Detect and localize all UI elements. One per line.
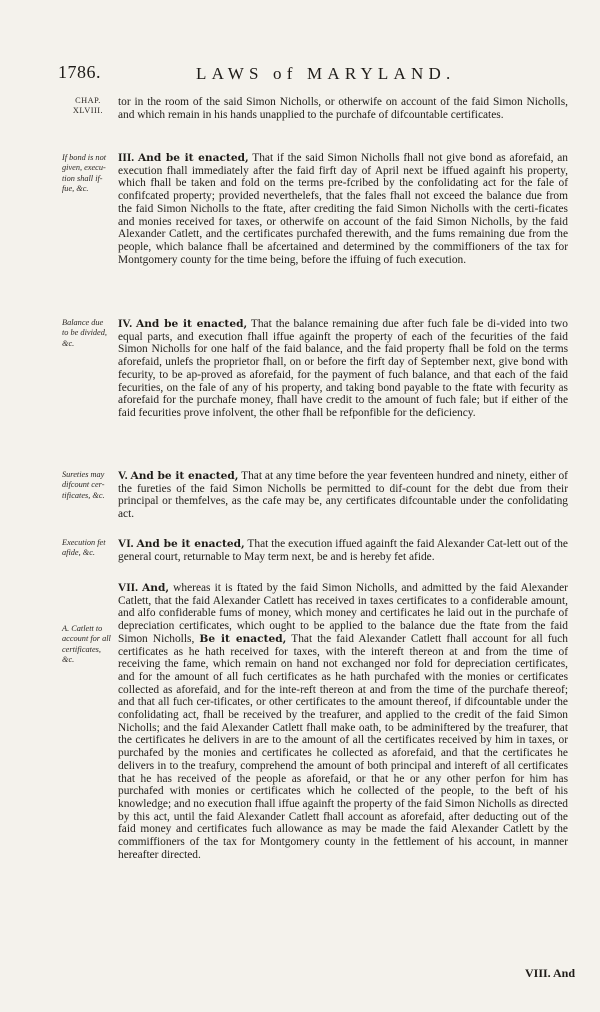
section-text: That the execution iffued againft the faid Alexander Cat-lett out of the general court, returnable to May term next, be and is hereby fet afide. <box>118 538 568 563</box>
section-number: VII. <box>118 582 138 594</box>
enacting-clause: And, <box>142 582 170 594</box>
running-title: LAWS of MARYLAND. <box>196 64 456 83</box>
section-7 <box>118 582 568 861</box>
enacting-clause: And be it enacted, <box>137 152 249 164</box>
paragraph-continuation <box>118 96 568 121</box>
section-4 <box>118 318 568 420</box>
enacting-clause: And be it enacted, <box>135 318 248 330</box>
enacting-clause: And be it enacted, <box>136 538 245 550</box>
section-text: whereas it is ftated by the faid Simon Nicholls, and admitted by the faid Alexander Catlett, that the faid Alexander Catlett has received in taxes certificates to a confiderable amount, and alfo confiderable fums of money, which money and certificates he laid out in the purchafe of depreciation certificates, which ought to be applied to the balance due the ftate from the faid Simon Nicholls, <box>118 582 568 645</box>
margin-note-balance: Balance due to be divided, &c. <box>62 318 107 348</box>
enacting-clause-2: Be it enacted, <box>199 632 287 645</box>
chapter-number: CHAP. XLVIII. <box>72 96 104 116</box>
section-6 <box>118 538 568 563</box>
section-number: III. <box>118 152 135 164</box>
enacting-clause: And be it enacted, <box>130 470 239 482</box>
margin-note-catlett: A. Catlett to account for all certificates, &c. <box>62 624 111 664</box>
section-text: That the balance remaining due after fuch fale be di-vided into two equal parts, and execution fhall iffue againft the property of each of the fecurities of the faid Simon Nicholls for one half of the faid balance, and the faid property fhall be fold on the terms aforefaid, unlefs the proprietor fhall, on or before the firft day of September next, give bond with fecurity, to be ap-proved as aforefaid, for the payment of fuch balance, and that each of the faid fecurities, on the fale of any of his property, and taking bond payable to the ftate with fecurity as aforefaid for the purchafe money, fhall have credit to the amount of fuch fale; but if either of the faid fecurities prove infolvent, the other fhall be refponfible for the deficiency. <box>118 318 568 419</box>
section-text-2: That the faid Alexander Catlett fhall account for all fuch certificates as he hath received for taxes, with the intereft thereon at and from the time of receiving the fame, which remain on hand not exchanged nor fold for depreciation certificates, and for the amount of all fuch certificates as he hath purchafed with the monies or certificates collected as aforefaid, and for the inte-reft thereon at and from the time of the purchafe thereof; and that all fuch cer-tificates, or other certificates to the amount thereof, if difcountable under the confolidating act, fhall be received by the treafurer, and applied to the credit of the faid Simon Nicholls; and the faid Alexander Catlett fhall make oath, to be adminiftered by the treafurer, that the certificates he delivers in are to the amount of all the certificates received by him in taxes, or purchafed by the monies and certificates he collected as aforefaid, and that the certificates he delivers in to the treafury, comprehend the amount of both principal and intereft of all certificates that he has received of the people as aforefaid, or that he or any other perfon for him has purchafed with monies or certificates which he collected of the people, to the beft of his knowledge; and no execution fhall iffue againft the property of the faid Simon Nicholls as directed by this act, until the faid Alexander Catlett fhall account as aforefaid, after deducting out of the faid money and certificates fuch allowance as may be made the faid Alexander Catlett by the commiffioners of the tax for Montgomery county in the fettlement of his account, in manner hereafter directed. <box>118 632 568 861</box>
section-text: That at any time before the year feventeen hundred and ninety, either of the fureties of the faid Simon Nicholls be permitted to dif-count for the debt due from their principal or themfelves, as the cafe may be, any certificates difcountable under the confolidating act. <box>118 470 568 521</box>
margin-note-bond: If bond is not given, execu- tion shall if- fue, &c. <box>62 153 107 193</box>
catchword: VIII. And <box>525 966 576 980</box>
page-year: 1786. <box>58 62 101 82</box>
margin-note-sureties: Sureties may difcount cer- tificates, &c. <box>62 470 105 500</box>
section-5 <box>118 470 568 521</box>
paragraph-text: tor in the room of the said Simon Nicholls, or otherwife on account of the faid Simon Nicholls, and which remain in his hands unapplied to the purchafe of difcountable certificates. <box>118 96 568 121</box>
section-text: That if the said Simon Nicholls fhall not give bond as aforefaid, an execution fhall immediately after the faid firft day of April next be iffued againft his property, which fhall be taken and fold on the terms pre-fcribed by the confolidating act for the fale of confifcated property; provided neverthelefs, that the fales fhall not exceed the balance due from the faid Simon Nicholls to the ftate, after crediting the faid Simon Nicholls with the certi-ficates and monies received for taxes, or otherwife on account of the faid Simon Nicholls, by the faid Alexander Catlett, and the certificates purchafed therewith, and the fums remaining due from the people, which balance fhall be afcertained and determined by the commiffioners of the tax for Montgomery county for the time being, before the iffuing of fuch execution. <box>118 152 568 266</box>
margin-note-execution: Execution fet afide, &c. <box>62 538 106 558</box>
section-number: IV. <box>118 318 133 330</box>
section-number: V. <box>118 470 128 482</box>
section-3 <box>118 152 568 266</box>
section-number: VI. <box>118 538 134 550</box>
